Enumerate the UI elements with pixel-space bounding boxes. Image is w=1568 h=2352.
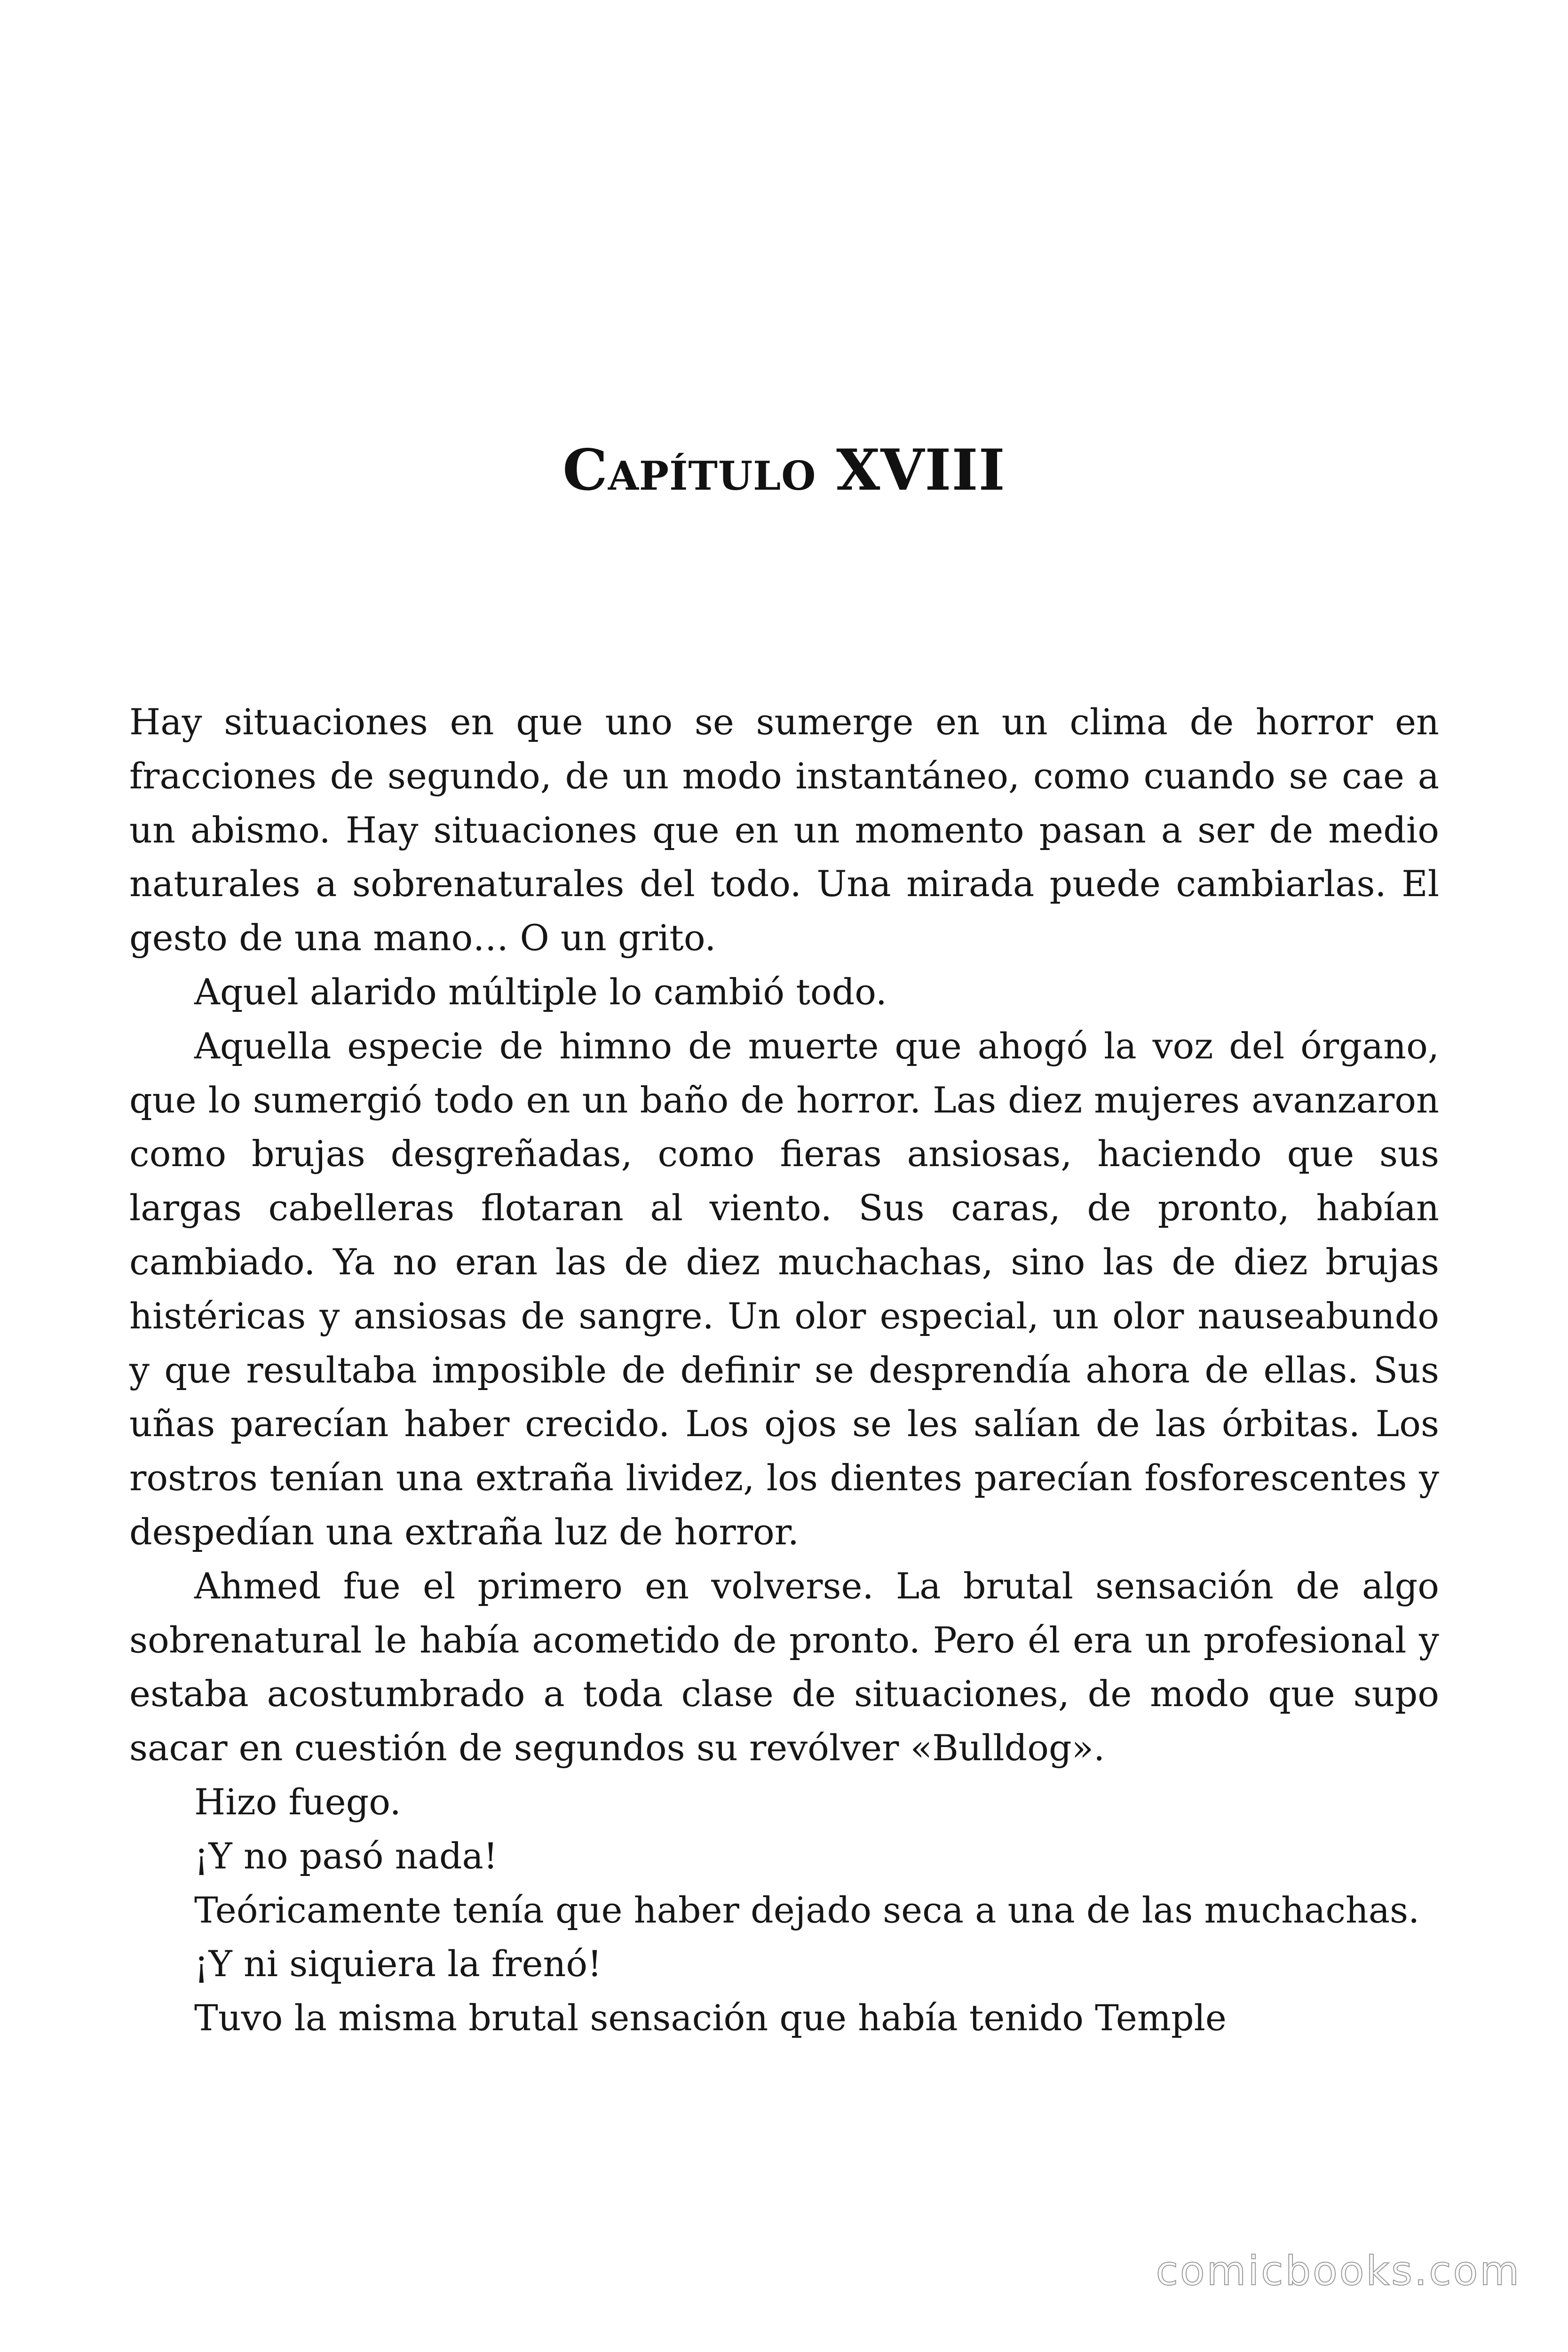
paragraph: ¡Y no pasó nada! <box>194 1835 498 1877</box>
paragraph: Ahmed fue el primero en volverse. La brutal sensación de algo sobrenatural le había acometido de pronto. Pero él era un profesional y estaba acostumbrado a toda clase de situaciones, de modo que supo sacar en cuestión de segundos su revólver «Bulldog». <box>129 1565 1439 1769</box>
paragraph: Tuvo la misma brutal sensación que había tenido Temple <box>194 1997 1227 2039</box>
watermark: comicbooks.com <box>1156 2248 1521 2295</box>
chapter-body <box>129 695 1439 2045</box>
paragraph: Hay situaciones en que uno se sumerge en un clima de horror en fracciones de segundo, de un modo instantáneo, como cuando se cae a un abismo. Hay situaciones que en un momento pasan a ser de medio naturales a sobrenaturales del todo. Una mirada puede cambiarlas. El gesto de una mano… O un grito. <box>129 701 1439 959</box>
paragraph: Aquella especie de himno de muerte que ahogó la voz del órgano, que lo sumergió todo en un baño de horror. Las diez mujeres avanzaron como brujas desgreñadas, como fieras ansiosas, haciendo que sus largas cabelleras flotaran al viento. Sus caras, de pronto, habían cambiado. Ya no eran las de diez muchachas, sino las de diez brujas histéricas y ansiosas de sangre. Un olor especial, un olor nauseabundo y que resultaba imposible de definir se desprendía ahora de ellas. Sus uñas parecían haber crecido. Los ojos se les salían de las órbitas. Los rostros tenían una extraña lividez, los dientes parecían fosforescentes y despedían una extraña luz de horror. <box>129 1025 1439 1553</box>
paragraph: Teóricamente tenía que haber dejado seca a una de las muchachas. <box>194 1889 1420 1931</box>
chapter-title: Capítulo XVIII <box>562 437 1006 503</box>
paragraph: Hizo fuego. <box>194 1780 401 1823</box>
paragraph: ¡Y ni siquiera la frenó! <box>194 1943 602 1985</box>
paragraph: Aquel alarido múltiple lo cambió todo. <box>194 970 887 1013</box>
